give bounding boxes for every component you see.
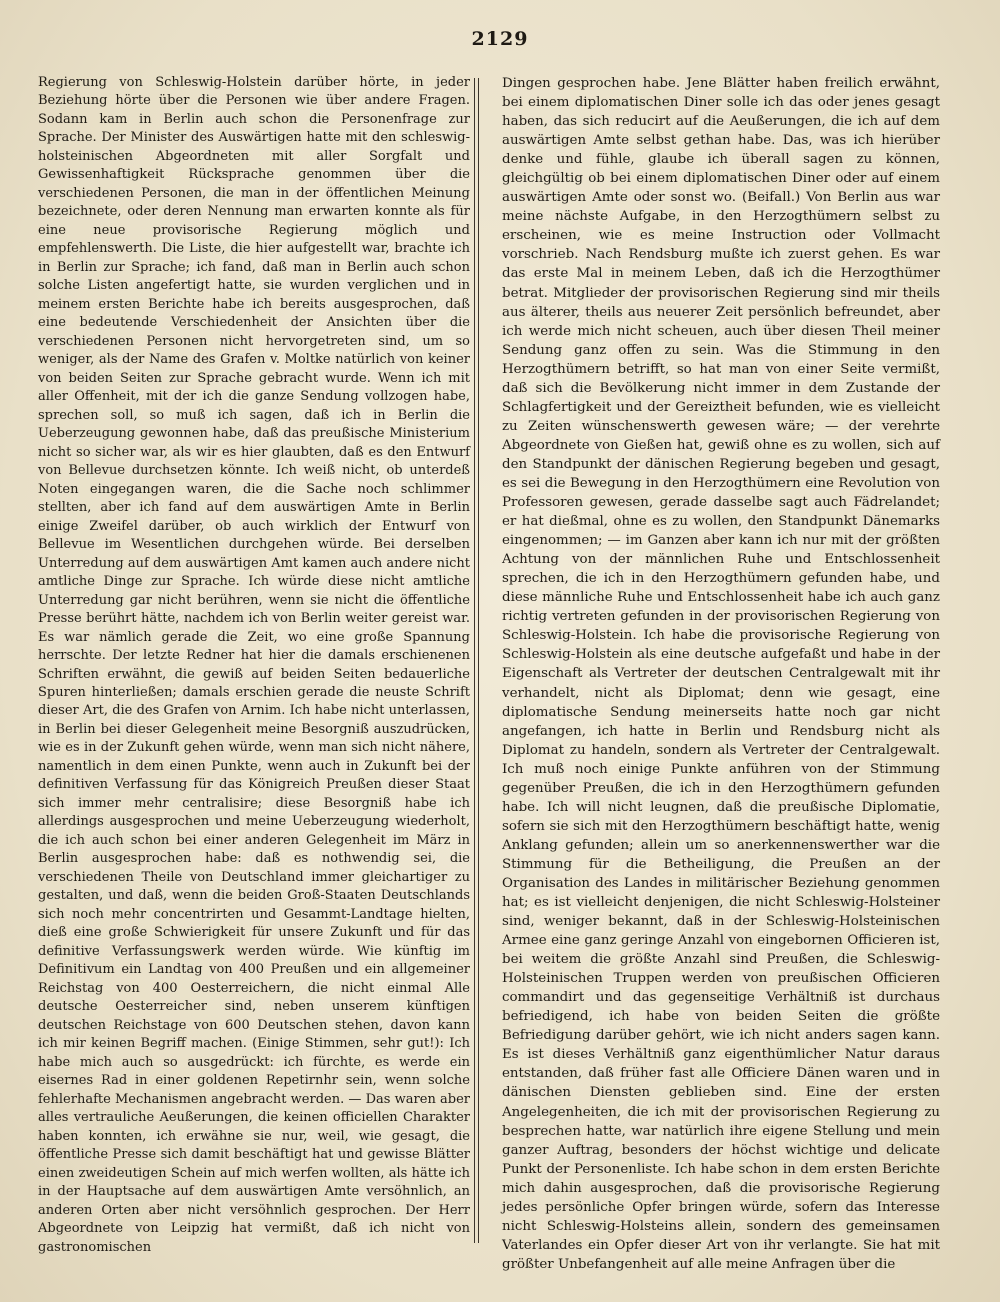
left-column-paragraph: Regierung von Schleswig-Holstein darüber hörte, in jeder Beziehung hörte über die Personen wie über andere Fragen. Sodann kam in Berlin auch schon die Personenfrage zur Sprache. Der Minister des Auswärtigen hatte mit den schleswig-holsteinischen Abgeordneten mit aller Sorgfalt und Gewissenhaftigkeit Rücksprache genommen über die verschiedenen Personen, die man in der öffentlichen Meinung bezeichnete, oder deren Nennung man erwarten konnte als für eine neue provisorische Regierung möglich und empfehlenswerth. Die Liste, die hier aufgestellt war, brachte ich in Berlin zur Sprache; ich fand, daß man in Berlin auch schon solche Listen angefertigt hatte, sie wurden verglichen und in meinem ersten Berichte habe ich bereits ausgesprochen, daß eine bedeutende Verschiedenheit der Ansichten über die verschiedenen Personen nicht hervorgetreten sind, um so weniger, als der Name des Grafen v. Moltke natürlich von keiner von beiden Seiten zur Sprache gebracht wurde. Wenn ich mit aller Offenheit, mit der ich die ganze Sendung vollzogen habe, sprechen soll, so muß ich sagen, daß ich in Berlin die Ueberzeugung gewonnen habe, daß das preußische Ministerium nicht so sicher war, als wir es hier glaubten, daß es den Entwurf von Bellevue durchsetzen könnte. Ich weiß nicht, ob unterdeß Noten eingegangen waren, die die Sache noch schlimmer stellten, aber ich fand auf dem auswärtigen Amte in Berlin einige Zweifel darüber, ob auch wirklich der Entwurf von Bellevue im Wesentlichen durchgehen würde. Bei derselben Unterredung auf dem auswärtigen Amt kamen auch andere nicht amtliche Dinge zur Sprache. Ich würde diese nicht amtliche Unterredung gar nicht berühren, wenn sie nicht die öffentliche Presse berührt hätte, nachdem ich von Berlin weiter gereist war. Es war nämlich gerade die Zeit, wo eine große Spannung herrschte. Der letzte Redner hat hier die damals erschienenen Schriften erwähnt, die gewiß auf beiden Seiten bedauerliche Spuren hinterließen; damals erschien gerade die neuste Schrift dieser Art, die des Grafen von Arnim. Ich habe nicht unterlassen, in Berlin bei dieser Gelegenheit meine Besorgniß auszudrücken, wie es in der Zukunft gehen würde, wenn man sich nicht nähere, namentlich in dem einen Punkte, wenn auch in Zukunft bei der definitiven Verfassung für das Königreich Preußen dieser Staat sich immer mehr centralisire; diese Besorgniß habe ich allerdings ausgesprochen und meine Ueberzeugung wiederholt, die ich auch schon bei einer anderen Gelegenheit im März in Berlin ausgesprochen habe: daß es nothwendig sei, die verschiedenen Theile von Deutschland immer gleichartiger zu gestalten, und daß, wenn die beiden Groß-Staaten Deutschlands sich noch mehr concentrirten und Gesammt-Landtage hielten, dieß eine große Schwierigkeit für unsere Zukunft und für das definitive Verfassungswerk werden würde. Wie künftig im Definitivum ein Landtag von 400 Preußen und ein allgemeiner Reichstag von 400 Oesterreichern, die nicht einmal Alle deutsche Oesterreicher sind, neben unserem künftigen deutschen Reichstage von 600 Deutschen stehen, davon kann ich mir keinen Begriff machen. (Einige Stimmen, sehr gut!): Ich habe mich auch so ausgedrückt: ich fürchte, es werde ein eisernes Rad in einer goldenen Repetirnhr sein, wenn solche fehlerhafte Mechanismen angebracht werden. — Das waren aber alles vertrauliche Aeußerungen, die keinen officiellen Charakter haben konnten, ich erwähne sie nur, weil, wie gesagt, die öffentliche Presse sich damit beschäftigt hat und gewisse Blätter einen zweideutigen Schein auf mich werfen wollten, als hätte ich in der Hauptsache auf dem auswärtigen Amte versöhnlich, an anderen Orten aber nicht versöhnlich gesprochen. Der Herr Abgeordnete von Leipzig hat vermißt, daß ich nicht von gastronomischen <box>38 75 470 1255</box>
text-column-right <box>502 74 940 1274</box>
right-column-paragraph: Dingen gesprochen habe. Jene Blätter haben freilich erwähnt, bei einem diplomatischen Diner solle ich das oder jenes gesagt haben, das sich reducirt auf die Aeußerungen, die ich auf dem auswärtigen Amte selbst gethan habe. Das, was ich hierüber denke und fühle, glaube ich überall sagen zu können, gleichgültig ob bei einem diplomatischen Diner oder auf einem auswärtigen Amte oder sonst wo. (Beifall.) Von Berlin aus war meine nächste Aufgabe, in den Herzogthümern selbst zu erscheinen, wie es meine Instruction oder Vollmacht vorschrieb. Nach Rendsburg mußte ich zuerst gehen. Es war das erste Mal in meinem Leben, daß ich die Herzogthümer betrat. Mitglieder der provisorischen Regierung sind mir theils aus älterer, theils aus neuerer Zeit persönlich befreundet, aber ich werde mich nicht scheuen, auch über diesen Theil meiner Sendung ganz offen zu sein. Was die Stimmung in den Herzogthümern betrifft, so hat man von einer Seite vermißt, daß sich die Bevölkerung nicht immer in dem Zustande der Schlagfertigkeit und der Gereiztheit befunden, wie es vielleicht zu Zeiten wünschenswerth gewesen wäre; — der verehrte Abgeordnete von Gießen hat, gewiß ohne es zu wollen, sich auf den Standpunkt der dänischen Regierung begeben und gesagt, es sei die Bewegung in den Herzogthümern eine Revolution von Professoren gewesen, gerade dasselbe sagt auch Fädrelandet; er hat dießmal, ohne es zu wollen, den Standpunkt Dänemarks eingenommen; — im Ganzen aber kann ich nur mit der größten Achtung von der männlichen Ruhe und Entschlossenheit sprechen, die ich in den Herzogthümern gefunden habe, und diese männliche Ruhe und Entschlossenheit habe ich auch ganz richtig vertreten gefunden in der provisorischen Regierung von Schleswig-Holstein. Ich habe die provisorische Regierung von Schleswig-Holstein als eine deutsche aufgefaßt und habe in der Eigenschaft als Vertreter der deutschen Centralgewalt mit ihr verhandelt, nicht als Diplomat; denn wie gesagt, eine diplomatische Sendung meinerseits hatte noch gar nicht angefangen, ich hatte in Berlin und Rendsburg nicht als Diplomat zu handeln, sondern als Vertreter der Centralgewalt. Ich muß noch einige Punkte anführen von der Stimmung gegenüber Preußen, die ich in den Herzogthümern gefunden habe. Ich will nicht leugnen, daß die preußische Diplomatie, sofern sie sich mit den Herzogthümern beschäftigt hatte, wenig Anklang gefunden; allein um so anerkennenswerther war die Stimmung für die Betheiligung, die Preußen an der Organisation des Landes in militärischer Beziehung genommen hat; es ist vielleicht denjenigen, die nicht Schleswig-Holsteiner sind, weniger bekannt, daß in der Schleswig-Holsteinischen Armee eine ganz geringe Anzahl von eingebornen Officieren ist, bei weitem die größte Anzahl sind Preußen, die Schleswig-Holsteinischen Truppen werden von preußischen Officieren commandirt und das gegenseitige Verhältniß ist durchaus befriedigend, ich habe von beiden Seiten die größte Befriedigung darüber gehört, wie ich nicht anders sagen kann. Es ist dieses Verhältniß ganz eigenthümlicher Natur daraus entstanden, daß früher fast alle Officiere Dänen waren und in dänischen Diensten geblieben sind. Eine der ersten Angelegenheiten, die ich mit der provisorischen Regierung zu besprechen hatte, war natürlich ihre eigene Stellung und mein ganzer Auftrag, besonders der höchst wichtige und delicate Punkt der Personenliste. Ich habe schon in dem ersten Berichte mich dahin ausgesprochen, daß die provisorische Regierung jedes persönliche Opfer bringen würde, sofern das Interesse nicht Schleswig-Holsteins allein, sondern des gemeinsamen Vaterlandes ein Opfer dieser Art von ihr verlangte. Sie hat mit größter Unbefangenheit auf alle meine Anfragen über die <box>502 76 940 1272</box>
page-number: 2129 <box>471 28 529 50</box>
column-divider-rule-inner <box>478 78 479 1243</box>
column-divider-rule <box>474 78 475 1243</box>
text-column-left <box>38 74 470 1257</box>
